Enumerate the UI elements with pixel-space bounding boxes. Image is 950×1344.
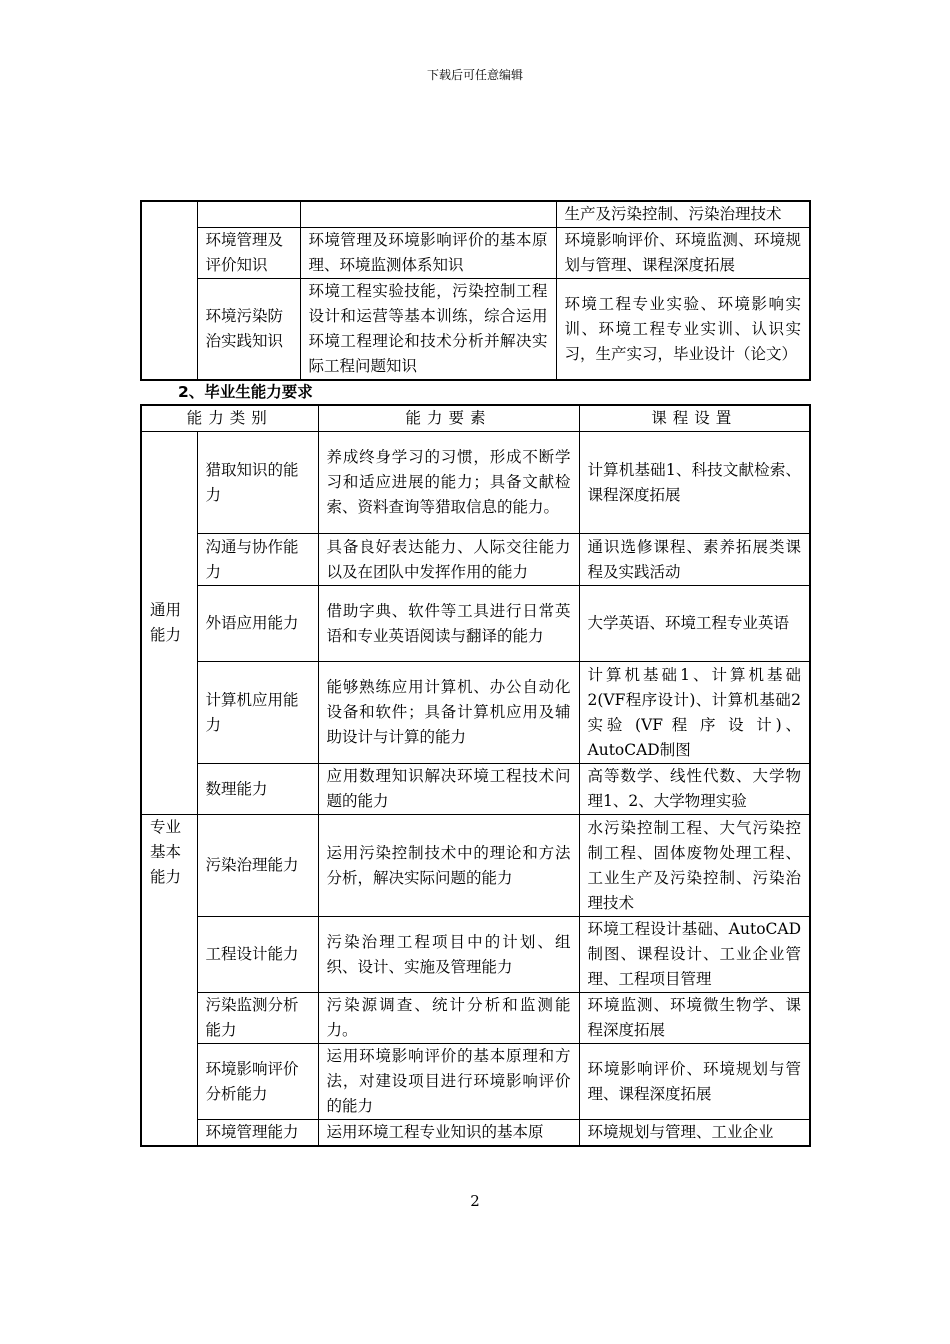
table-row: [141, 1044, 810, 1120]
ability-name: 猎取知识的能力: [197, 432, 318, 534]
page-number: 2: [470, 1192, 480, 1210]
ability-name: 污染治理能力: [197, 815, 318, 917]
knowledge-name: 环境污染防治实践知识: [197, 279, 300, 381]
table-header-row: [141, 405, 810, 432]
ability-table: [140, 404, 811, 1147]
ability-desc: 运用环境工程专业知识的基本原: [318, 1120, 579, 1147]
header-courses: 课程设置: [579, 405, 810, 432]
ability-courses: 环境工程设计基础、AutoCAD制图、课程设计、工业企业管理、工程项目管理: [579, 917, 810, 993]
ability-courses: 通识选修课程、素养拓展类课程及实践活动: [579, 534, 810, 586]
ability-courses: 环境监测、环境微生物学、课程深度拓展: [579, 993, 810, 1044]
ability-desc: 污染治理工程项目中的计划、组织、设计、实施及管理能力: [318, 917, 579, 993]
table-row: [141, 917, 810, 993]
knowledge-desc: 环境管理及环境影响评价的基本原理、环境监测体系知识: [300, 228, 556, 279]
ability-courses: 水污染控制工程、大气污染控制工程、固体废物处理工程、工业生产及污染控制、污染治理技术: [579, 815, 810, 917]
ability-name: 工程设计能力: [197, 917, 318, 993]
ability-courses: 环境影响评价、环境规划与管理、课程深度拓展: [579, 1044, 810, 1120]
knowledge-courses: 环境工程专业实验、环境影响实训、环境工程专业实训、认识实习，生产实习，毕业设计（论文）: [556, 279, 810, 381]
ability-name: 计算机应用能力: [197, 662, 318, 764]
ability-courses: 高等数学、线性代数、大学物理1、2、大学物理实验: [579, 764, 810, 815]
table-row: [141, 815, 810, 917]
ability-courses: 计算机基础1、计算机基础2(VF程序设计)、计算机基础2 实验 (VF 程 序 设 计)、AutoCAD制图: [579, 662, 810, 764]
knowledge-name: 环境管理及评价知识: [197, 228, 300, 279]
ability-name: 环境影响评价分析能力: [197, 1044, 318, 1120]
section-title: 2、毕业生能力要求: [178, 383, 313, 401]
ability-desc: 能够熟练应用计算机、办公自动化设备和软件；具备计算机应用及辅助设计与计算的能力: [318, 662, 579, 764]
ability-name: 污染监测分析能力: [197, 993, 318, 1044]
ability-desc: 运用污染控制技术中的理论和方法分析，解决实际问题的能力: [318, 815, 579, 917]
knowledge-desc: [300, 201, 556, 228]
table-row: [141, 586, 810, 662]
ability-name: 沟通与协作能力: [197, 534, 318, 586]
ability-name: 数理能力: [197, 764, 318, 815]
ability-desc: 具备良好表达能力、人际交往能力以及在团队中发挥作用的能力: [318, 534, 579, 586]
knowledge-desc: 环境工程实验技能，污染控制工程设计和运营等基本训练，综合运用环境工程理论和技术分析并解决实际工程问题知识: [300, 279, 556, 381]
ability-desc: 借助字典、软件等工具进行日常英语和专业英语阅读与翻译的能力: [318, 586, 579, 662]
header-elements: 能力要素: [318, 405, 579, 432]
table-row: [141, 228, 810, 279]
table-row: [141, 1120, 810, 1147]
table-row: [141, 279, 810, 381]
knowledge-table: [140, 200, 811, 381]
table-row: [141, 662, 810, 764]
category-cell: [141, 201, 197, 380]
group-label: 专业基本能力: [141, 815, 197, 1147]
table-row: [141, 201, 810, 228]
ability-desc: 运用环境影响评价的基本原理和方法，对建设项目进行环境影响评价的能力: [318, 1044, 579, 1120]
ability-courses: 环境规划与管理、工业企业: [579, 1120, 810, 1147]
ability-desc: 污染源调查、统计分析和监测能力。: [318, 993, 579, 1044]
knowledge-courses: 环境影响评价、环境监测、环境规划与管理、课程深度拓展: [556, 228, 810, 279]
header-category: 能力类别: [141, 405, 318, 432]
ability-name: 外语应用能力: [197, 586, 318, 662]
knowledge-name: [197, 201, 300, 228]
table-row: [141, 764, 810, 815]
table-row: [141, 993, 810, 1044]
table-row: [141, 534, 810, 586]
page-header: 下载后可任意编辑: [426, 68, 523, 82]
ability-courses: 大学英语、环境工程专业英语: [579, 586, 810, 662]
ability-name: 环境管理能力: [197, 1120, 318, 1147]
ability-desc: 应用数理知识解决环境工程技术问题的能力: [318, 764, 579, 815]
group-label: 通用能力: [141, 432, 197, 815]
ability-courses: 计算机基础1、科技文献检索、课程深度拓展: [579, 432, 810, 534]
ability-desc: 养成终身学习的习惯，形成不断学习和适应进展的能力；具备文献检索、资料查询等猎取信息的能力。: [318, 432, 579, 534]
table-row: [141, 432, 810, 534]
knowledge-courses: 生产及污染控制、污染治理技术: [556, 201, 810, 228]
